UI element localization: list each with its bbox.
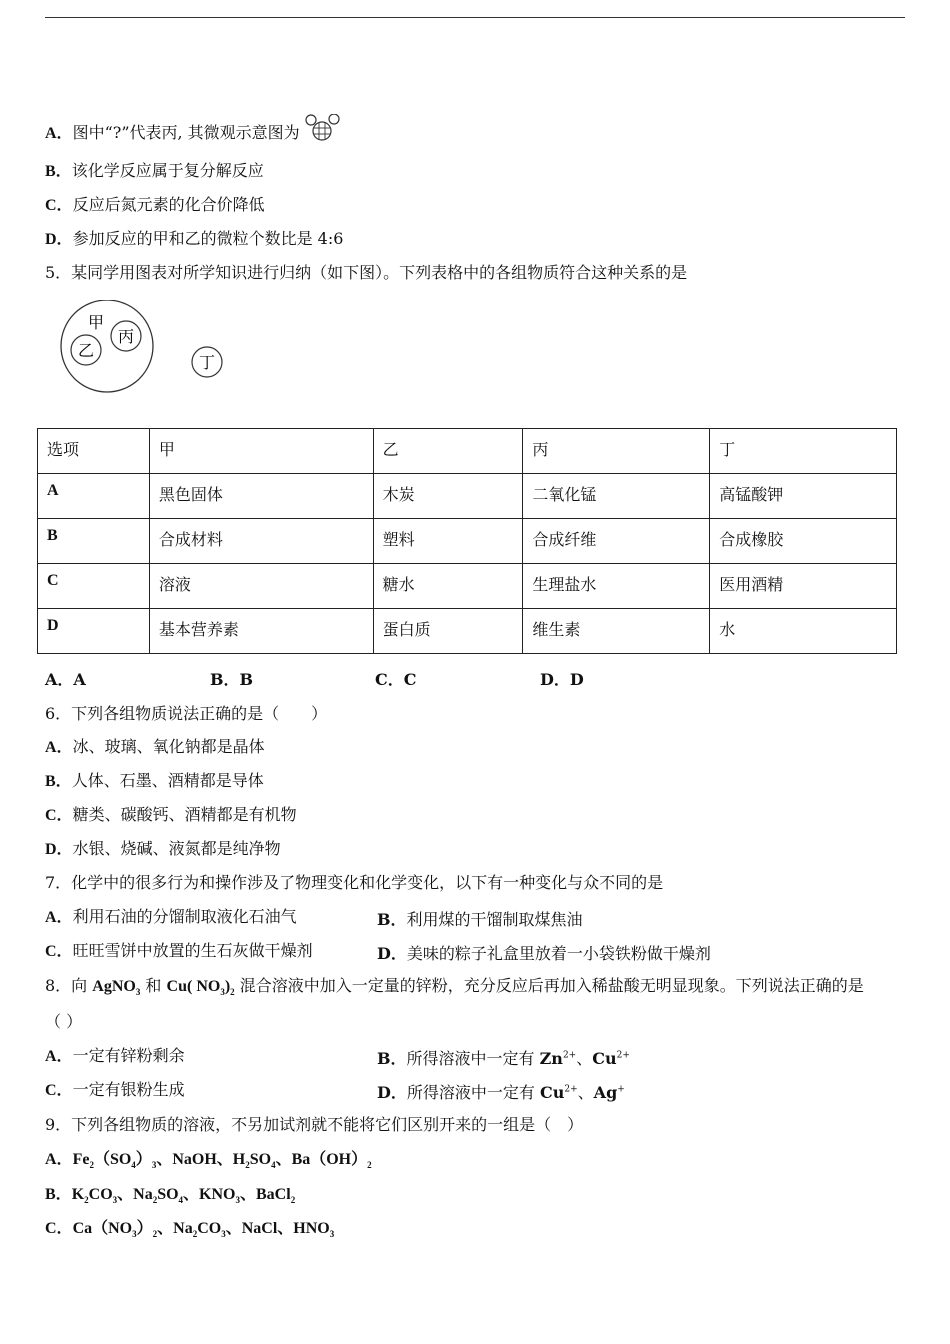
q4-option-b: B．该化学反应属于复分解反应: [45, 161, 264, 180]
q8-option-d: D．所得溶液中一定有 $Cu^{2+}$、Ag+: [377, 1083, 625, 1102]
diagram-label-jia: 甲: [88, 313, 105, 332]
table-row: [38, 519, 897, 564]
table-row: [38, 564, 897, 609]
table-cell: 基本营养素: [149, 609, 373, 654]
header-rule: [45, 17, 905, 18]
q8-option-b: B．所得溶液中一定有 $Zn^{2+}$、$Cu^{2+}$: [377, 1049, 630, 1068]
set-relation-diagram: [58, 300, 228, 395]
table-cell: 生理盐水: [523, 564, 710, 609]
q7-option-a: A．利用石油的分馏制取液化石油气: [45, 907, 297, 926]
q6-option-a: A．冰、玻璃、氧化钠都是晶体: [45, 737, 265, 756]
table-header-row: [38, 429, 897, 474]
table-cell: 维生素: [523, 609, 710, 654]
table-cell: 木炭: [373, 474, 523, 519]
q7-stem: 7．化学中的很多行为和操作涉及了物理变化和化学变化，以下有一种变化与众不同的是: [45, 873, 664, 892]
q4-option-a: A．图中“?”代表丙, 其微观示意图为: [45, 114, 341, 144]
q5-answer-b: B．B: [210, 670, 254, 689]
table-cell: 高锰酸钾: [710, 474, 897, 519]
q6-option-d: D．水银、烧碱、液氮都是纯净物: [45, 839, 281, 858]
q9-option-b: B．$K_2CO_3$、$Na_2SO_4$、$KNO_3$、BaCl$_2$: [45, 1186, 296, 1206]
q4-option-c: C．反应后氮元素的化合价降低: [45, 195, 265, 214]
table-cell: B: [38, 519, 150, 564]
table-cell: 蛋白质: [373, 609, 523, 654]
table-cell: 二氧化锰: [523, 474, 710, 519]
table-header-cell: 丁: [710, 429, 897, 474]
table-cell: 水: [710, 609, 897, 654]
q6-option-b: B．人体、石墨、酒精都是导体: [45, 771, 264, 790]
table-cell: 合成橡胶: [710, 519, 897, 564]
table-cell: 糖水: [373, 564, 523, 609]
table-row: [38, 474, 897, 519]
q5-answers: [45, 670, 705, 690]
q7-option-d: D．美味的粽子礼盒里放着一小袋铁粉做干燥剂: [377, 944, 711, 963]
q8-option-a: A．一定有锌粉剩余: [45, 1046, 185, 1065]
table-header-cell: 选项: [38, 429, 150, 474]
q5-answer-d: D．D: [540, 670, 584, 689]
table-cell: A: [38, 474, 150, 519]
table-cell: 溶液: [149, 564, 373, 609]
table-header-cell: 丙: [523, 429, 710, 474]
q9-stem: 9．下列各组物质的溶液，不另加试剂就不能将它们区别开来的一组是（ ）: [45, 1115, 584, 1134]
q5-answer-c: C．C: [375, 670, 417, 689]
q8-option-c: C．一定有银粉生成: [45, 1080, 185, 1099]
q8-paren: （ ）: [45, 1012, 83, 1031]
table-header-cell: 乙: [373, 429, 523, 474]
q7-option-b: B．利用煤的干馏制取煤焦油: [377, 910, 583, 929]
table-cell: 合成材料: [149, 519, 373, 564]
diagram-label-ding: 丁: [199, 353, 216, 372]
table-row: [38, 609, 897, 654]
diagram-label-bing: 丙: [118, 327, 135, 346]
table-cell: 黑色固体: [149, 474, 373, 519]
table-header-cell: 甲: [149, 429, 373, 474]
q4-option-d: D．参加反应的甲和乙的微粒个数比是 4:6: [45, 229, 344, 248]
q9-option-a: A．$Fe_2(SO_4)_3$、NaOH、$H_2SO_4$、$Ba(OH)_2$: [45, 1151, 372, 1171]
q6-option-c: C．糖类、碳酸钙、酒精都是有机物: [45, 805, 297, 824]
q5-table: [37, 428, 897, 654]
q5-answer-a: A．A: [45, 670, 86, 689]
q6-stem: 6．下列各组物质说法正确的是（ ）: [45, 704, 328, 723]
q7-option-c: C．旺旺雪饼中放置的生石灰做干燥剂: [45, 941, 313, 960]
table-cell: D: [38, 609, 150, 654]
table-cell: 合成纤维: [523, 519, 710, 564]
table-cell: 医用酒精: [710, 564, 897, 609]
table-cell: C: [38, 564, 150, 609]
q8-stem: 8．向 AgNO$_3$ 和 Cu( $NO_3)_2$ 混合溶液中加入一定量的锌粉，充分反应后再加入稀盐酸无明显现象。下列说法正确的是: [45, 976, 864, 998]
q5-stem: 5．某同学用图表对所学知识进行归纳（如下图）。下列表格中的各组物质符合这种关系的是: [45, 263, 688, 282]
q9-option-c: C．$Ca(NO_3)_2$、$Na_2CO_3$、NaCl、$HNO_3$: [45, 1220, 335, 1240]
diagram-label-yi: 乙: [78, 341, 95, 360]
table-cell: 塑料: [373, 519, 523, 564]
molecule-icon: [305, 114, 341, 144]
